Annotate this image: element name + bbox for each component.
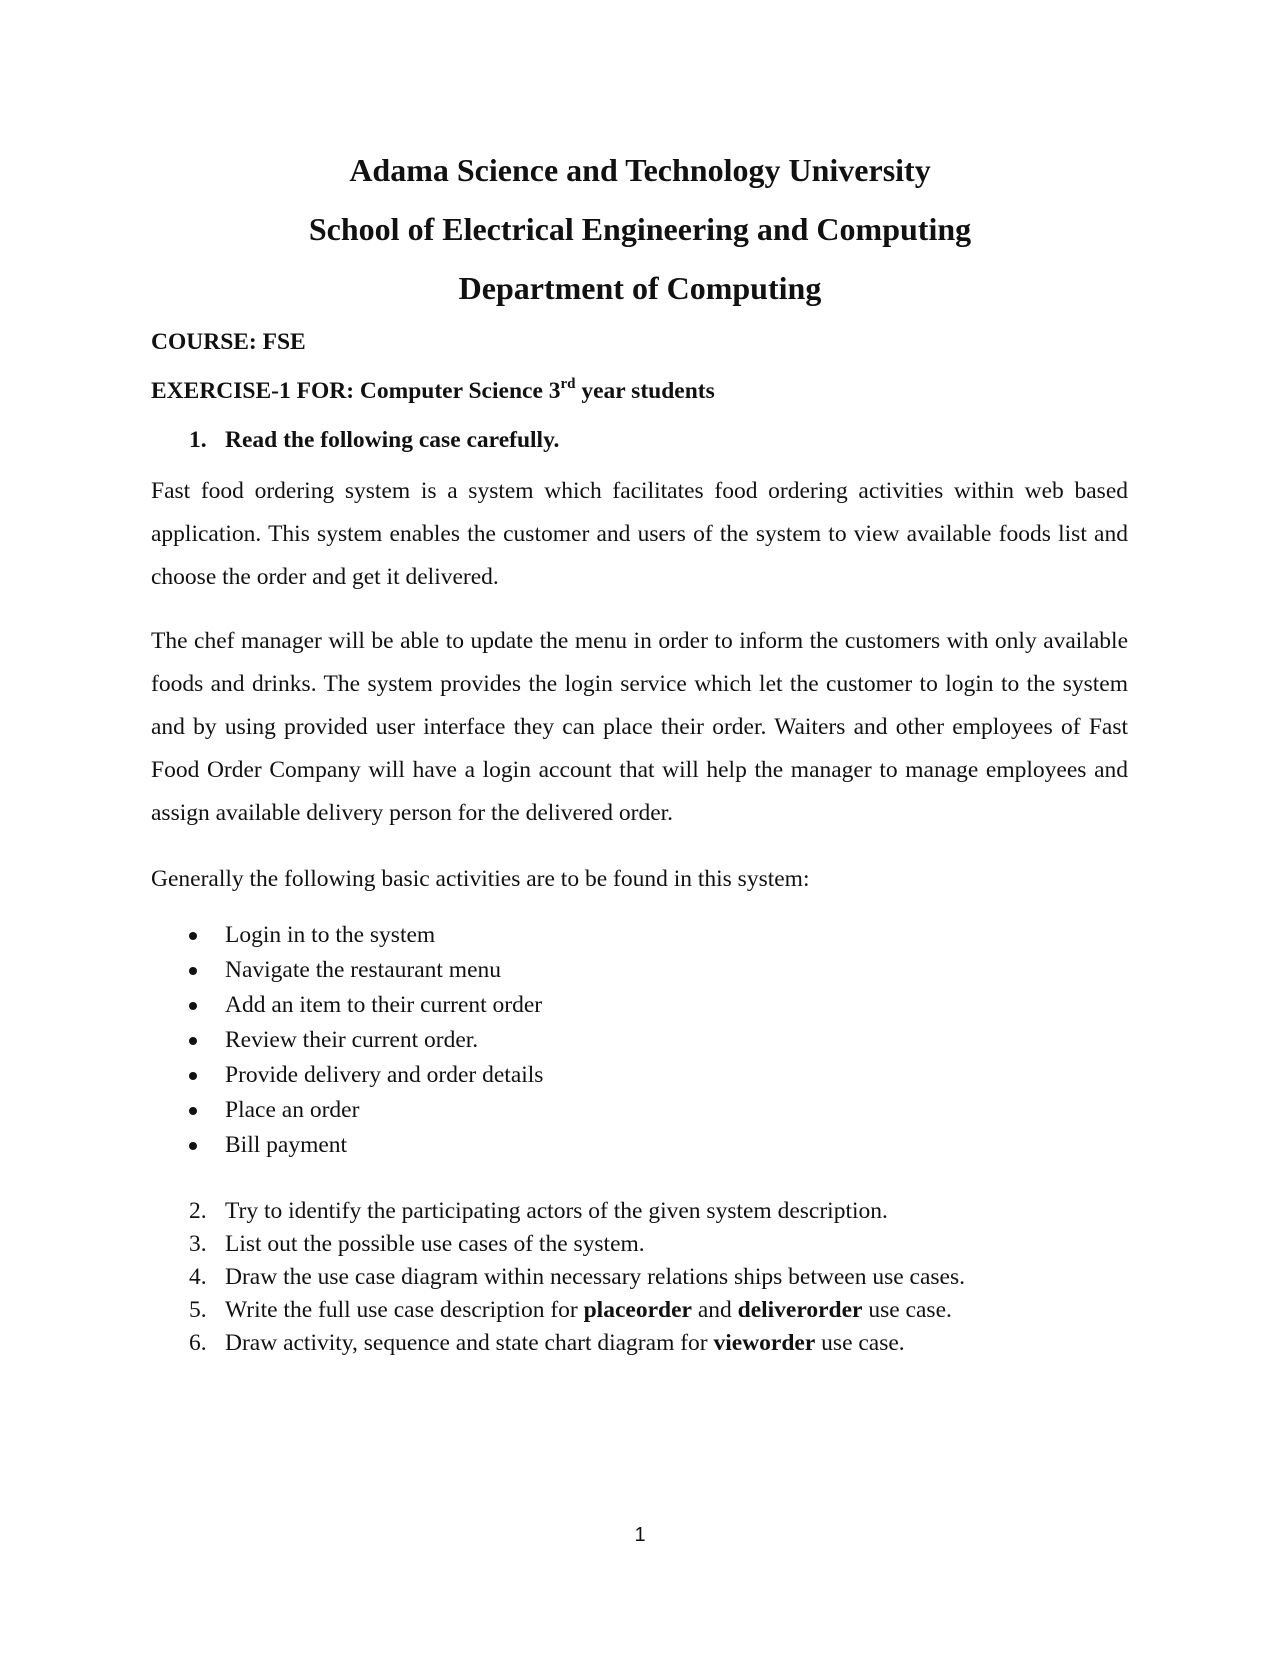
- task-text: Try to identify the participating actors of the given system description.: [225, 1198, 888, 1224]
- task-text-middle: and: [691, 1297, 738, 1323]
- task-text: Draw the use case diagram within necessary relations ships between use cases.: [225, 1264, 965, 1290]
- task-number: 6.: [189, 1330, 207, 1356]
- paragraph-intro: [151, 470, 1128, 599]
- task-item: [151, 1327, 965, 1360]
- bullet-icon: [189, 1072, 197, 1080]
- bullet-icon: [189, 932, 197, 940]
- exercise-superscript: rd: [560, 376, 576, 393]
- task-bold-term: deliverorder: [737, 1297, 863, 1323]
- list-item: Bill payment: [151, 1128, 543, 1163]
- activities-intro: Generally the following basic activities are to be found in this system:: [151, 866, 810, 892]
- bullet-icon: [189, 1037, 197, 1045]
- task-bold-term: vieworder: [713, 1330, 816, 1356]
- course-line: COURSE: FSE: [151, 329, 306, 355]
- exercise-line: [151, 376, 715, 406]
- task-number: 3.: [189, 1231, 207, 1257]
- list-item: Provide delivery and order details: [151, 1058, 543, 1093]
- task-number: 4.: [189, 1264, 207, 1290]
- bullet-icon: [189, 1142, 197, 1150]
- activities-list: [151, 918, 543, 1163]
- tasks-list: [151, 1195, 965, 1360]
- page-number: 1: [634, 1524, 646, 1546]
- school-title: School of Electrical Engineering and Computing: [308, 211, 972, 247]
- exercise-suffix: year students: [575, 378, 715, 404]
- paragraph-text: Fast food ordering system is a system which facilitates food ordering activities within web based application. This system enables the customer and users of the system to view available foods list and choose the order and get it delivered.: [151, 478, 1128, 590]
- department-title: Department of Computing: [458, 270, 822, 306]
- task-1: [151, 425, 559, 455]
- task-text: List out the possible use cases of the system.: [225, 1231, 645, 1257]
- task-item: [151, 1228, 965, 1261]
- task-item: [151, 1195, 965, 1228]
- task-text-before: Write the full use case description for: [225, 1297, 584, 1323]
- paragraph-details: [151, 620, 1128, 835]
- task-number: 2.: [189, 1198, 207, 1224]
- exercise-prefix: EXERCISE-1 FOR: Computer Science 3: [151, 378, 561, 404]
- task-text-after: use case.: [862, 1297, 952, 1323]
- task-item: [151, 1261, 965, 1294]
- task-text-after: use case.: [815, 1330, 905, 1356]
- list-item: Add an item to their current order: [151, 988, 543, 1023]
- list-item: Place an order: [151, 1093, 543, 1128]
- task-number: 5.: [189, 1297, 207, 1323]
- bullet-icon: [189, 967, 197, 975]
- list-item: Login in to the system: [151, 918, 543, 953]
- task-1-text: Read the following case carefully.: [225, 427, 560, 453]
- task-1-number: 1.: [189, 427, 207, 453]
- bullet-icon: [189, 1107, 197, 1115]
- list-item: Navigate the restaurant menu: [151, 953, 543, 988]
- university-title: Adama Science and Technology University: [349, 152, 931, 188]
- task-text-before: Draw activity, sequence and state chart diagram for: [225, 1330, 714, 1356]
- list-item: Review their current order.: [151, 1023, 543, 1058]
- task-bold-term: placeorder: [583, 1297, 692, 1323]
- bullet-icon: [189, 1002, 197, 1010]
- task-item: [151, 1294, 965, 1327]
- paragraph-text: The chef manager will be able to update the menu in order to inform the customers with only available foods and drinks. The system provides the login service which let the customer to login to the system and by using provided user interface they can place their order. Waiters and other employees of Fast Food Order Company will have a login account that will help the manager to manage employees and assign available delivery person for the delivered order.: [151, 628, 1128, 826]
